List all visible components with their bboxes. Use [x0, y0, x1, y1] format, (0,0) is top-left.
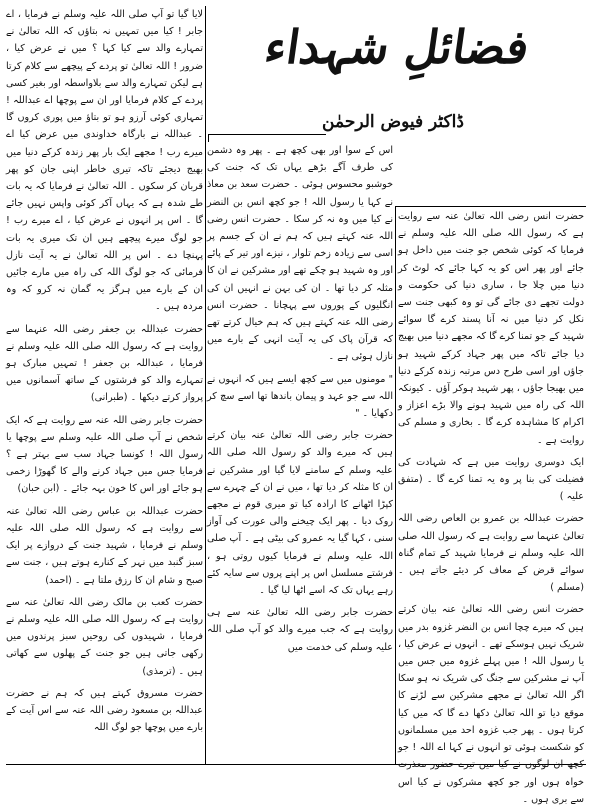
article-column-right: [397, 208, 584, 805]
paragraph: حضرت جابر رضی اللہ تعالیٰ عنہ بیان کرتے ہیں کہ میرے والد کو رسول اللہ صلی اللہ علیہ وسلم کے سامنے لایا گیا اور مشرکین نے ان کا مثلہ کر دیا تھا ، میں نے ان کے چہرے سے کپڑا اٹھانے کا ارادہ کیا تو میری قوم نے مجھے روک دیا ۔ پھر ایک چیخنے والی عورت کی آواز سنی ، کہا گیا یہ عمرو کی بیٹی ہے ۔ آپ صلی اللہ علیہ وسلم نے فرمایا کیوں روتی ہو ، فرشتے مسلسل اس پر اپنے پروں سے سایہ کئے رہے یہاں تک کہ اسے اٹھا لیا گیا ۔: [207, 430, 393, 597]
paragraph: لایا گیا تو آپ صلی اللہ علیہ وسلم نے فرمایا ، اے جابر ! کیا میں تمہیں نہ بتاؤں کہ اللہ تعالیٰ نے تمہارے والد سے کیا کہا ؟ میں نے عرض کیا ، ضرور ! اللہ تعالیٰ تو پردے کے پیچھے سے کلام کرتا ہے لیکن تمہارے والد سے بلاواسطہ اور بغیر کسی پردے کے کلام فرمایا اور ان سے پوچھا اے عبداللہ ! تمہاری کوئی آرزو ہو تو بتاؤ میں پوری کروں گا ۔ عبداللہ نے بارگاہ خداوندی میں عرض کیا اے میرے رب ! مجھے ایک بار پھر زندہ کرکے دنیا میں بھیج دیجئے تاکہ تیری خاطر اپنی جان کو پھر قربان کر سکوں ۔ اللہ تعالیٰ نے فرمایا کہ یہ بات طے شدہ ہے کہ یہاں آکر کوئی واپس نہیں جائے گا ۔ اس پر انہوں نے عرض کیا ، اے میرے رب ! جو لوگ میرے پیچھے ہیں ان تک میری یہ بات پہنچا دے ۔ اس پر اللہ تعالیٰ نے یہ آیت نازل فرمائی کہ جو لوگ اللہ کی راہ میں مارے جائیں ان کے بارے میں ہرگز یہ گمان نہ کرو کہ وہ مردہ ہیں ۔: [6, 9, 203, 313]
byline-box-left: [208, 134, 209, 142]
article-column-left: [6, 6, 203, 764]
paragraph: حضرت انس رضی اللہ تعالیٰ عنہ بیان کرتے ہیں کہ میرے چچا انس بن النضر غزوہ بدر میں شریک نہیں ہوسکے تھے ۔ انہوں نے عرض کیا ، یا رسول اللہ ! میں پہلے غزوہ میں جس میں آپ نے مشرکین سے جنگ کی شریک نہ ہو سکا اگر اللہ تعالیٰ نے مجھے مشرکین سے لڑنے کا موقع دیا تو اللہ تعالیٰ دکھا دے گا کہ میں کیا کرتا ہوں ۔ پھر جب غزوہ احد میں مسلمانوں کو شکست ہوئی تو انہوں نے کہا اے اللہ ! جو کچھ ان لوگوں نے کیا میں تیرے حضور معذرت خواہ ہوں اور جو کچھ مشرکوں نے کیا اس سے بری ہوں ۔: [398, 604, 584, 805]
paragraph: ایک دوسری روایت میں ہے کہ شہادت کی فضیلت کی بنا پر وہ یہ تمنا کرے گا ۔ (متفق علیہ ): [398, 456, 584, 503]
paragraph: اس کے سوا اور بھی کچھ ہے ۔ پھر وہ دشمن کی طرف آگے بڑھے یہاں تک کہ جنت کی خوشبو محسوس ہوئی ۔ حضرت سعد بن معاذ نے کہا یا رسول اللہ ! جو کچھ انس بن النضر نے کیا میں وہ نہ کر سکا ۔ حضرت انس رضی اللہ عنہ کہتے ہیں کہ ہم نے ان کے جسم پر اسی سے زیادہ زخم تلوار ، نیزے اور تیر کے پائے اور وہ شہید ہو چکے تھے اور مشرکین نے ان کا مثلہ کر دیا تھا ۔ ان کی بہن نے انہیں ان کی انگلیوں کے پوروں سے پہچانا ۔ حضرت انس رضی اللہ عنہ کہتے ہیں کہ ہم خیال کرتے تھے کہ قرآن پاک کی یہ آیت انہی کے بارے میں نازل ہوئی ہے ۔: [207, 145, 393, 363]
author-byline: ڈاکٹر فیوض الرحمٰن: [322, 112, 464, 132]
middle-column-rule: [395, 206, 396, 764]
paragraph: حضرت عبداللہ بن عمرو بن العاص رضی اللہ تعالیٰ عنہما سے روایت ہے کہ رسول اللہ صلی اللہ علیہ وسلم نے فرمایا شہید کے تمام گناہ سوائے قرض کے معاف کر دیئے جاتے ہیں ۔ (مسلم ): [398, 513, 584, 594]
paragraph: حضرت جابر رضی اللہ عنہ سے روایت ہے کہ ایک شخص نے آپ صلی اللہ علیہ وسلم سے پوچھا یا رسول اللہ ! کونسا جہاد سب سے بہتر ہے ؟ فرمایا جس میں جہاد کرنے والے کا گھوڑا زخمی ہو جائے اور اس کا خون بہہ جائے ۔ (ابن حبان): [6, 414, 203, 495]
paragraph: حضرت انس رضی اللہ تعالیٰ عنہ سے روایت ہے کہ رسول اللہ صلی اللہ علیہ وسلم نے فرمایا کہ کوئی شخص جو جنت میں داخل ہو جائے اور پھر اس کو یہ کہا جائے کہ لوٹ کر دنیا میں چلا جا ، ساری دنیا کی حکومت و دولت تجھے دی جائے گی تو وہ کبھی جنت سے نکل کر دنیا میں نہ آنا پسند کرے گا سوائے شہید کے جو تمنا کرے گا کہ مجھے دنیا میں بھیج دیا جائے تاکہ میں پھر جہاد کرکے شہید ہو جاؤں اور اسی طرح دس مرتبہ زندہ کرکے دنیا میں بھیجا جاؤں ، پھر شہید ہوکر آؤں ۔ کیونکہ اللہ کی راہ میں شہید ہونے والا بڑے اعزاز و اکرام کا مشاہدہ کرے گا ۔ بخاری و مسلم کی روایت ہے ۔: [397, 211, 584, 446]
paragraph: حضرت جابر رضی اللہ تعالیٰ عنہ سے ہی روایت ہے کہ جب میرے والد کو آپ صلی اللہ علیہ وسلم کی خدمت میں: [207, 607, 393, 653]
title-box-bottom-rule: [396, 206, 586, 207]
paragraph: حضرت عبداللہ بن عباس رضی اللہ تعالیٰ عنہ سے روایت ہے کہ رسول اللہ صلی اللہ علیہ وسلم نے فرمایا ، شہید جنت کے دروازے پر ایک سبز گنبد میں نہر کے کنارے ہوتے ہیں ، جنت سے صبح و شام ان کا رزق ملتا ہے ۔ (احمد): [6, 505, 203, 586]
paragraph: حضرت کعب بن مالک رضی اللہ تعالیٰ عنہ سے روایت ہے کہ رسول اللہ صلی اللہ علیہ وسلم نے فرمایا ، شہیدوں کی روحیں سبز پرندوں میں رکھی جاتی ہیں جو جنت کے پھلوں سے کھاتی ہیں ۔ (ترمذی): [6, 596, 203, 677]
article-column-middle: [207, 142, 393, 764]
quoted-verse: " مومنوں میں سے کچھ ایسے ہیں کہ انہوں نے اللہ سے جو عہد و پیمان باندھا تھا اسے سچ کر دکھایا ۔ ": [207, 373, 393, 420]
byline-underline: [208, 134, 326, 135]
paragraph: حضرت عبداللہ بن جعفر رضی اللہ عنہما سے روایت ہے کہ رسول اللہ صلی اللہ علیہ وسلم نے فرمایا ، عبداللہ بن جعفر ! تمہیں مبارک ہو تمہارے والد کو فرشتوں کے ساتھ آسمانوں میں پرواز کرتے دیکھا ۔ (طبرانی): [6, 323, 203, 404]
paragraph: حضرت مسروق کہتے ہیں کہ ہم نے حضرت عبداللہ بن مسعود رضی اللہ عنہ سے اس آیت کے بارے میں پوچھا جو لوگ اللہ: [6, 687, 203, 734]
article-title: فضائلِ شہداء: [261, 20, 533, 74]
left-column-rule: [205, 6, 206, 764]
